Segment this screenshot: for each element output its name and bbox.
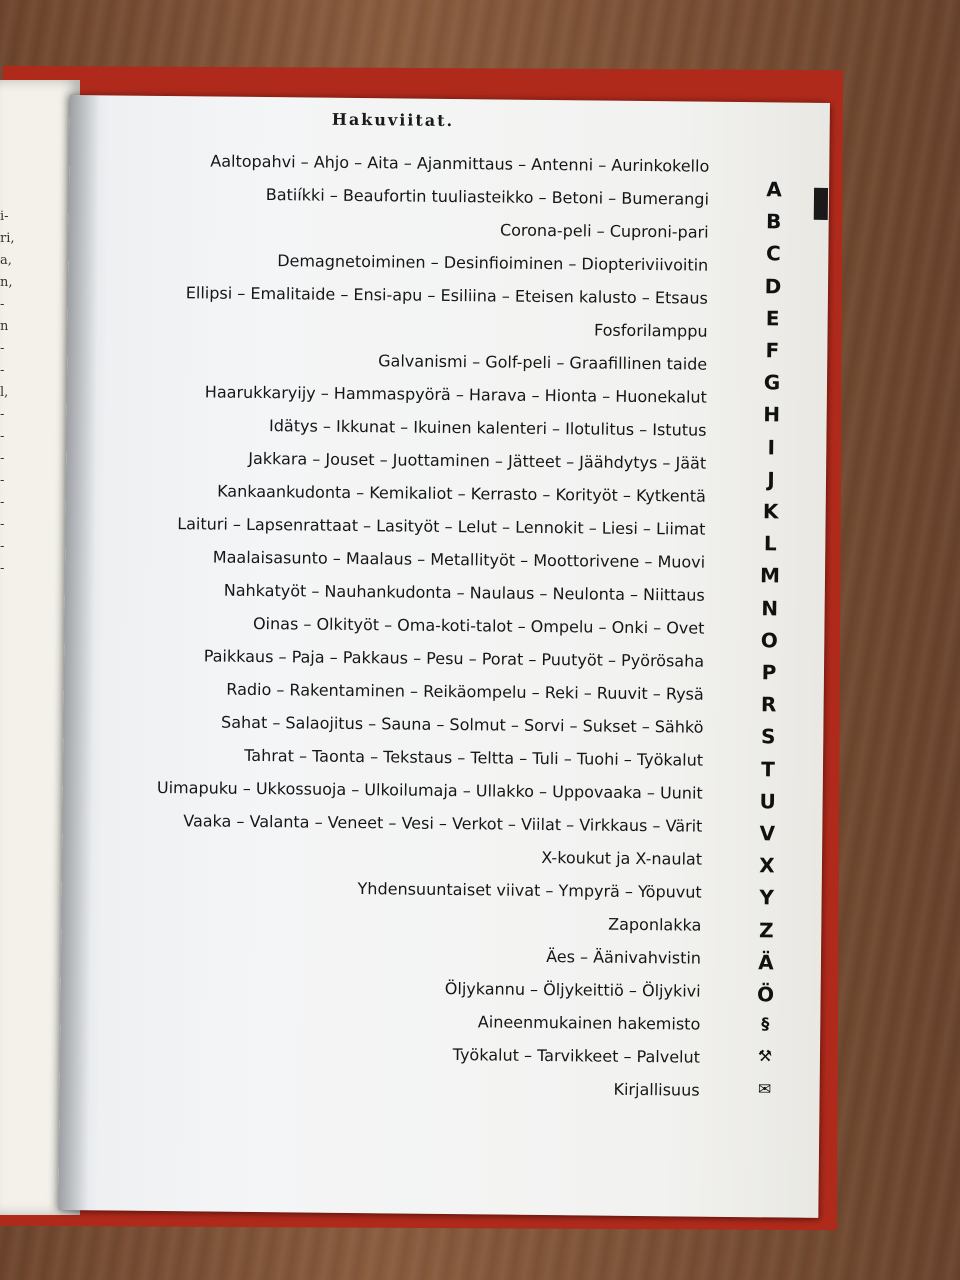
left-page-text-fragment: - <box>0 429 5 444</box>
index-line: Kirjallisuus <box>613 1079 700 1100</box>
index-line: Fosforilamppu <box>593 320 708 341</box>
index-line: Jakkara – Jouset – Juottaminen – Jätteet – Jäähdytys – Jäät <box>248 448 707 473</box>
index-tab: Z <box>758 917 774 943</box>
index-tab: H <box>763 402 781 427</box>
left-page-text-fragment: - <box>0 451 5 466</box>
index-line: Äes – Äänivahvistin <box>546 947 702 968</box>
index-page <box>58 95 830 1218</box>
left-page-text-fragment: a, <box>0 253 12 268</box>
index-tab: D <box>764 273 782 299</box>
index-line: Nahkatyöt – Nauhankudonta – Naulaus – Neulonta – Niittaus <box>223 580 705 605</box>
left-page-text-fragment: - <box>0 539 5 554</box>
index-tab: E <box>765 306 780 331</box>
index-tab: L <box>763 531 777 556</box>
left-page-text-fragment: - <box>0 363 5 378</box>
index-line: Vaaka – Valanta – Veneet – Vesi – Verkot – Viilat – Virkkaus – Värit <box>183 811 703 836</box>
left-page-text-fragment: - <box>0 407 5 422</box>
left-page-text-fragment: l, <box>0 385 9 400</box>
index-tab: I <box>767 434 776 459</box>
left-page-text-fragment: - <box>0 561 5 576</box>
left-page-text-fragment: i- <box>0 209 9 224</box>
left-page-text-fragment: n, <box>0 275 13 290</box>
left-page-text-fragment: - <box>0 341 5 356</box>
index-line: Radio – Rakentaminen – Reikäompelu – Reki – Ruuvit – Rysä <box>226 679 704 704</box>
index-line: Oinas – Olkityöt – Oma-koti-talot – Ompelu – Onki – Ovet <box>252 613 705 638</box>
index-line: Paikkaus – Paja – Pakkaus – Pesu – Porat – Puutyöt – Pyörösaha <box>203 646 705 671</box>
index-line: Idätys – Ikkunat – Ikuinen kalenteri – Ilotulitus – Istutus <box>269 416 707 440</box>
index-tab: A <box>766 177 782 202</box>
index-tab: P <box>761 660 777 685</box>
index-tab: S <box>760 724 776 749</box>
index-tab: C <box>765 241 781 266</box>
index-tab: J <box>767 467 775 492</box>
index-tab: O <box>760 628 778 653</box>
left-page-text-fragment: n <box>0 319 9 334</box>
index-tab: Y <box>759 885 774 910</box>
index-line: Sahat – Salaojitus – Sauna – Solmut – Sorvi – Sukset – Sähkö <box>221 712 704 737</box>
index-tab: ⚒ <box>757 1046 773 1066</box>
left-page-text-fragment: ri, <box>0 231 15 246</box>
index-line: Uimapuku – Ukkossuoja – Ulkoilumaja – Ullakko – Uppovaaka – Uunit <box>156 777 703 803</box>
index-line: Maalaisasunto – Maalaus – Metallityöt – Moottorivene – Muovi <box>212 547 706 572</box>
thumb-index-mark <box>814 188 828 220</box>
index-line: Galvanismi – Golf-peli – Graafillinen taide <box>378 351 708 374</box>
index-line: Laituri – Lapsenrattaat – Lasityöt – Lelut – Lennokit – Liesi – Liimat <box>177 514 706 539</box>
left-page-text-fragment: - <box>0 517 5 532</box>
index-tab: M <box>759 563 781 588</box>
index-tab: Ö <box>756 982 775 1007</box>
index-tab: K <box>762 499 779 524</box>
index-line: Kankaankudonta – Kemikaliot – Kerrasto – Korityöt – Kytkentä <box>217 481 706 506</box>
index-tab: U <box>759 789 776 814</box>
index-line: Aineenmukainen hakemisto <box>477 1012 701 1034</box>
index-tab: ✉ <box>757 1078 772 1098</box>
index-line: X-koukut ja X-naulat <box>541 847 703 869</box>
index-tab: X <box>759 853 775 878</box>
index-tab: V <box>759 821 776 846</box>
index-line: Haarukkaryijy – Hammaspyörä – Harava – Hionta – Huonekalut <box>204 382 707 407</box>
index-tab: G <box>763 370 781 395</box>
page-title: Hakuviitat. <box>331 109 455 131</box>
index-line: Ellipsi – Emalitaide – Ensi-apu – Esiliina – Eteisen kalusto – Etsaus <box>185 283 709 308</box>
index-line: Batiíkki – Beaufortin tuuliasteikko – Betoni – Bumerangi <box>265 185 710 209</box>
index-line: Demagnetoiminen – Desinfioiminen – Diopteriviivoitin <box>277 251 709 275</box>
index-tab: § <box>761 1014 770 1034</box>
left-page-text-fragment: - <box>0 473 5 488</box>
left-page-text-fragment: - <box>0 495 5 510</box>
index-line: Aaltopahvi – Ahjo – Aita – Ajanmittaus – Antenni – Aurinkokello <box>210 151 710 176</box>
left-page-text-fragment: - <box>0 297 5 312</box>
index-tab: N <box>761 595 779 621</box>
index-line: Työkalut – Tarvikkeet – Palvelut <box>452 1045 701 1067</box>
index-tab: R <box>760 692 777 717</box>
index-line: Yhdensuuntaiset viivat – Ympyrä – Yöpuvut <box>357 879 702 902</box>
index-line: Zaponlakka <box>608 914 702 935</box>
index-tab: F <box>765 338 780 363</box>
index-line: Tahrat – Taonta – Tekstaus – Teltta – Tuli – Tuohi – Työkalut <box>244 745 704 770</box>
index-line: Öljykannu – Öljykeittiö – Öljykivi <box>444 978 701 1001</box>
index-tab: B <box>765 209 782 234</box>
index-tab: T <box>761 756 775 782</box>
index-tab: Ä <box>758 950 774 975</box>
index-line: Corona-peli – Cuproni-pari <box>499 220 709 242</box>
